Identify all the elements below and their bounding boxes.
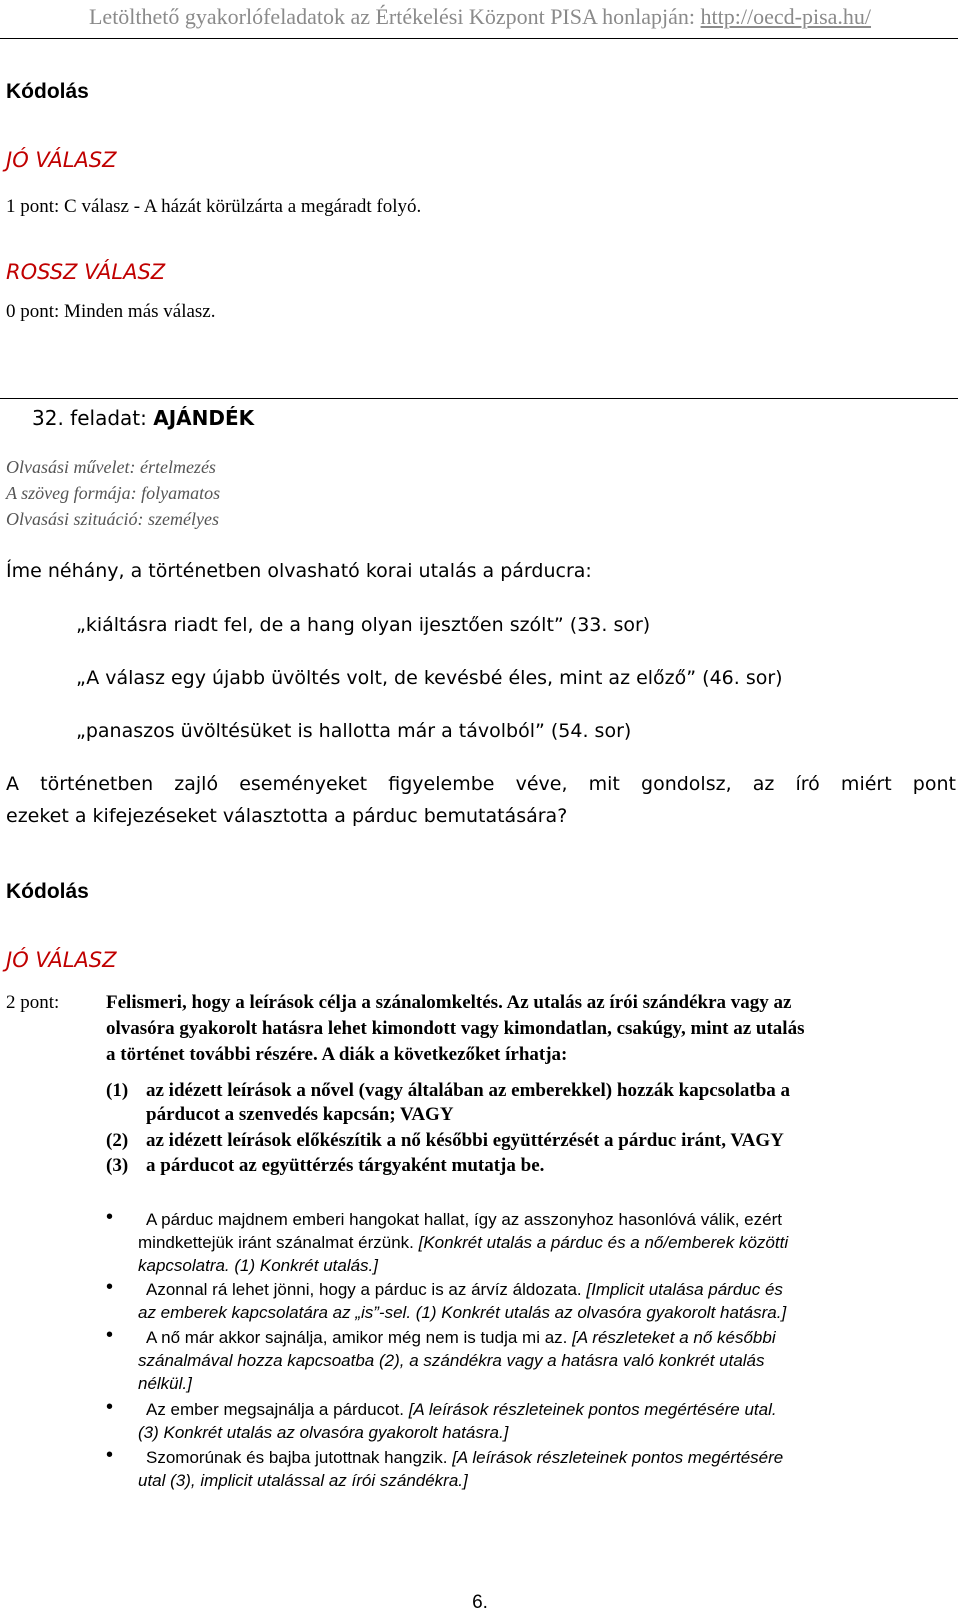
bullet-line: Azonnal rá lehet jönni, hogy a párduc is az árvíz áldozata. [Implicit utalása párduc és (146, 1280, 783, 1299)
task-title (32, 406, 254, 430)
item-number: (2) (106, 1130, 129, 1151)
item-line: az idézett leírások előkészítik a nő későbbi együttérzését a párduc iránt, VAGY (146, 1130, 784, 1151)
quote-item: „panaszos üvöltésüket is hallotta már a távolból” (54. sor) (76, 720, 632, 742)
bad-answer-heading: ROSSZ VÁLASZ (6, 260, 166, 284)
item-number: (3) (106, 1155, 129, 1176)
bullet-line: az emberek kapcsolatára az „is”-sel. (1) Konkrét utalás az olvasóra gyakorolt hatásra.] (138, 1303, 787, 1322)
bullet-icon: • (106, 1206, 114, 1228)
bullet-line: szánalmával hozza kapcsoatba (2), a szándékra vagy a hatásra való konkrét utalás (138, 1351, 765, 1370)
bullet-line: A párduc majdnem emberi hangokat hallat, így az asszonyhoz hasonlóvá válik, ezért (146, 1210, 782, 1229)
question-line: A történetben zajló eseményeket figyelembe véve, mit gondolsz, az író miért pont (6, 773, 956, 795)
good-answer-text: 1 pont: C válasz - A házát körülzárta a megáradt folyó. (6, 196, 422, 217)
coding-heading-2: Kódolás (6, 880, 89, 903)
good-answer-heading-2: JÓ VÁLASZ (6, 948, 117, 972)
task-name: AJÁNDÉK (153, 406, 255, 430)
bullet-line: A nő már akkor sajnálja, amikor még nem is tudja mi az. [A részleteket a nő későbbi (146, 1328, 776, 1347)
bad-answer-text: 0 pont: Minden más válasz. (6, 301, 216, 322)
item-line: a párducot az együttérzés tárgyaként mutatja be. (146, 1155, 545, 1176)
quote-item: „kiáltásra riadt fel, de a hang olyan ijesztően szólt” (33. sor) (76, 614, 651, 636)
task-meta-operation: Olvasási művelet: értelmezés (6, 457, 216, 477)
bullet-line: kapcsolatra. (1) Konkrét utalás.] (138, 1256, 379, 1275)
answer-para-line: olvasóra gyakorolt hatásra lehet kimondott vagy kimondatlan, csakúgy, mint az utalás (106, 1018, 805, 1039)
header-prefix: Letölthető gyakorlófeladatok az Értékelési Központ PISA honlapján: (88, 4, 696, 29)
page-number: 6. (472, 1592, 488, 1613)
header-rule (0, 38, 958, 39)
coding-heading: Kódolás (6, 80, 89, 103)
item-number: (1) (106, 1080, 129, 1101)
bullet-icon: • (106, 1324, 114, 1346)
bullet-line: Szomorúnak és bajba jutottnak hangzik. [A leírások részleteinek pontos megértésére (146, 1448, 784, 1467)
question-line: ezeket a kifejezéseket választotta a párduc bemutatására? (6, 805, 568, 827)
answer-para-line: a történet további részére. A diák a következőket írhatja: (106, 1044, 568, 1065)
good-answer-heading: JÓ VÁLASZ (6, 148, 117, 172)
bullet-line: Az ember megsajnálja a párducot. [A leírások részleteinek pontos megértésére utal. (146, 1400, 777, 1419)
quote-item: „A válasz egy újabb üvöltés volt, de kevésbé éles, mint az előző” (46. sor) (76, 667, 783, 689)
bullet-icon: • (106, 1444, 114, 1466)
item-line: párducot a szenvedés kapcsán; VAGY (146, 1104, 454, 1125)
task-intro: Íme néhány, a történetben olvasható korai utalás a párducra: (6, 560, 592, 582)
task-meta-situation: Olvasási szituáció: személyes (6, 509, 219, 529)
item-line: az idézett leírások a nővel (vagy általában az emberekkel) hozzák kapcsolatba a (146, 1080, 791, 1101)
bullet-icon: • (106, 1276, 114, 1298)
bullet-line: (3) Konkrét utalás az olvasóra gyakorolt hatásra.] (138, 1423, 509, 1442)
section-rule (0, 398, 958, 399)
bullet-line: mindkettejük iránt szánalmat érzünk. [Konkrét utalás a párduc és a nő/emberek közötti (138, 1233, 789, 1252)
task-prefix: 32. feladat: (32, 406, 147, 430)
score-label: 2 pont: (6, 992, 60, 1013)
page-header (0, 4, 960, 30)
task-meta-form: A szöveg formája: folyamatos (6, 483, 221, 503)
answer-para-line: Felismeri, hogy a leírások célja a szánalomkeltés. Az utalás az írói szándékra vagy az (106, 992, 792, 1013)
bullet-icon: • (106, 1396, 114, 1418)
bullet-line: utal (3), implicit utalással az írói szándékra.] (138, 1471, 468, 1490)
bullet-line: nélkül.] (138, 1374, 192, 1393)
header-link[interactable]: http://oecd-pisa.hu/ (700, 4, 872, 29)
